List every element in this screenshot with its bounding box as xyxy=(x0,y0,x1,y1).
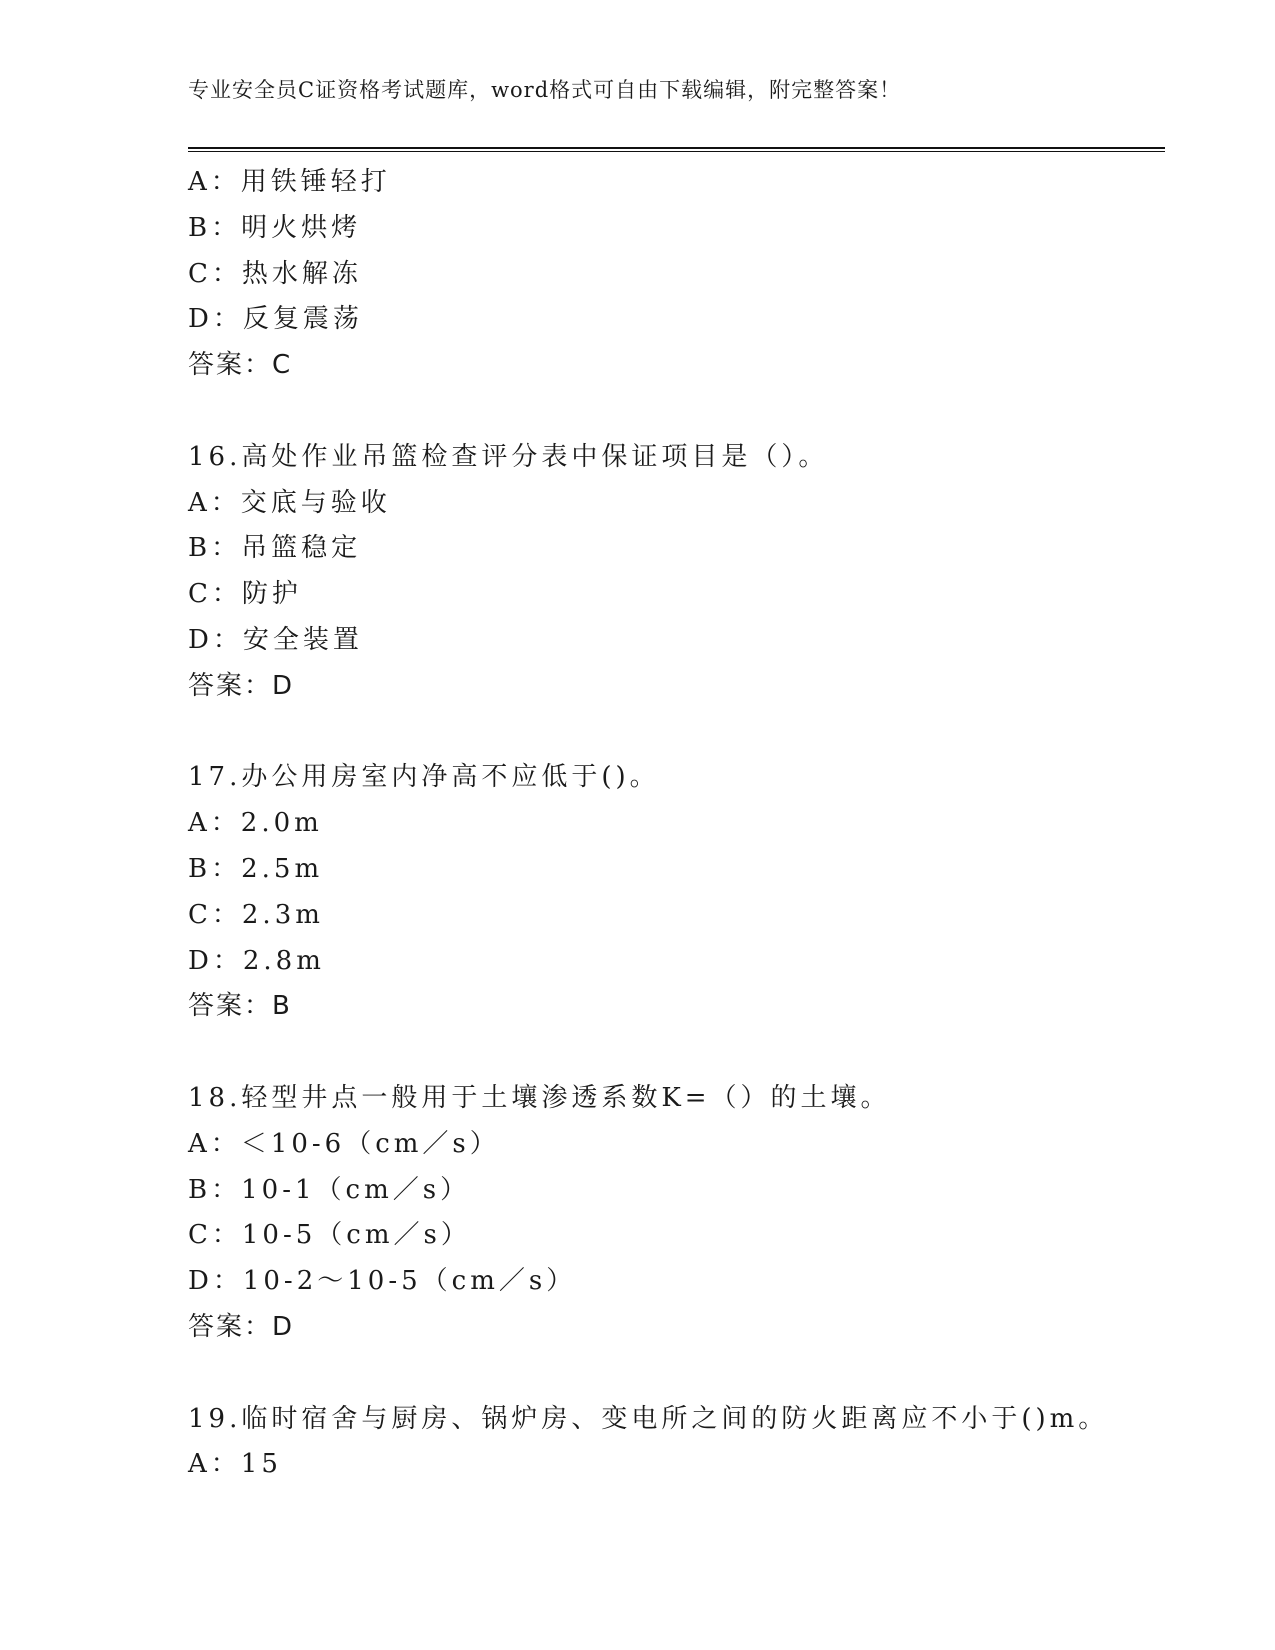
question-text: 18.轻型井点一般用于土壤渗透系数K=（）的土壤。 xyxy=(188,1082,891,1113)
option-c: C：10-5（cm／s） xyxy=(188,1220,471,1251)
option-b: B：明火烘烤 xyxy=(188,212,362,243)
answer-line: 答案：C xyxy=(188,350,293,381)
spacer xyxy=(188,1030,1165,1076)
option-c: C：热水解冻 xyxy=(188,258,362,289)
option-b: B：吊篮稳定 xyxy=(188,533,362,564)
option-b: B：10-1（cm／s） xyxy=(188,1174,471,1205)
option-d: D：安全装置 xyxy=(188,624,363,655)
question-text: 17.办公用房室内净高不应低于()。 xyxy=(188,762,660,793)
option-a: A：15 xyxy=(188,1449,282,1480)
question-block xyxy=(188,1397,1165,1489)
header-rule-thin xyxy=(188,151,1165,152)
option-a: A：＜10-6（cm／s） xyxy=(188,1128,500,1159)
answer-line: 答案：D xyxy=(188,1311,295,1342)
page-header: 专业安全员C证资格考试题库，word格式可自由下载编辑，附完整答案！ xyxy=(188,78,902,102)
spacer xyxy=(188,710,1165,756)
option-d: D：10-2～10-5（cm／s） xyxy=(188,1266,577,1297)
spacer xyxy=(188,389,1165,435)
option-a: A：用铁锤轻打 xyxy=(188,167,391,197)
spacer xyxy=(188,1351,1165,1397)
question-block xyxy=(188,160,1165,389)
option-c: C：2.3m xyxy=(188,899,324,930)
answer-line: 答案：B xyxy=(188,991,292,1022)
option-a: A：交底与验收 xyxy=(188,487,391,518)
option-b: B：2.5m xyxy=(188,853,324,884)
option-c: C：防护 xyxy=(188,579,302,610)
question-list xyxy=(188,160,1165,1488)
question-block xyxy=(188,435,1165,710)
option-d: D：反复震荡 xyxy=(188,304,363,335)
header-rule-thick xyxy=(188,147,1165,149)
question-block xyxy=(188,1076,1165,1351)
question-block xyxy=(188,755,1165,1030)
option-d: D：2.8m xyxy=(188,945,325,976)
answer-line: 答案：D xyxy=(188,670,295,701)
question-text: 16.高处作业吊篮检查评分表中保证项目是（）。 xyxy=(188,441,829,472)
question-text: 19.临时宿舍与厨房、锅炉房、变电所之间的防火距离应不小于()m。 xyxy=(188,1403,1109,1434)
option-a: A：2.0m xyxy=(188,808,323,839)
